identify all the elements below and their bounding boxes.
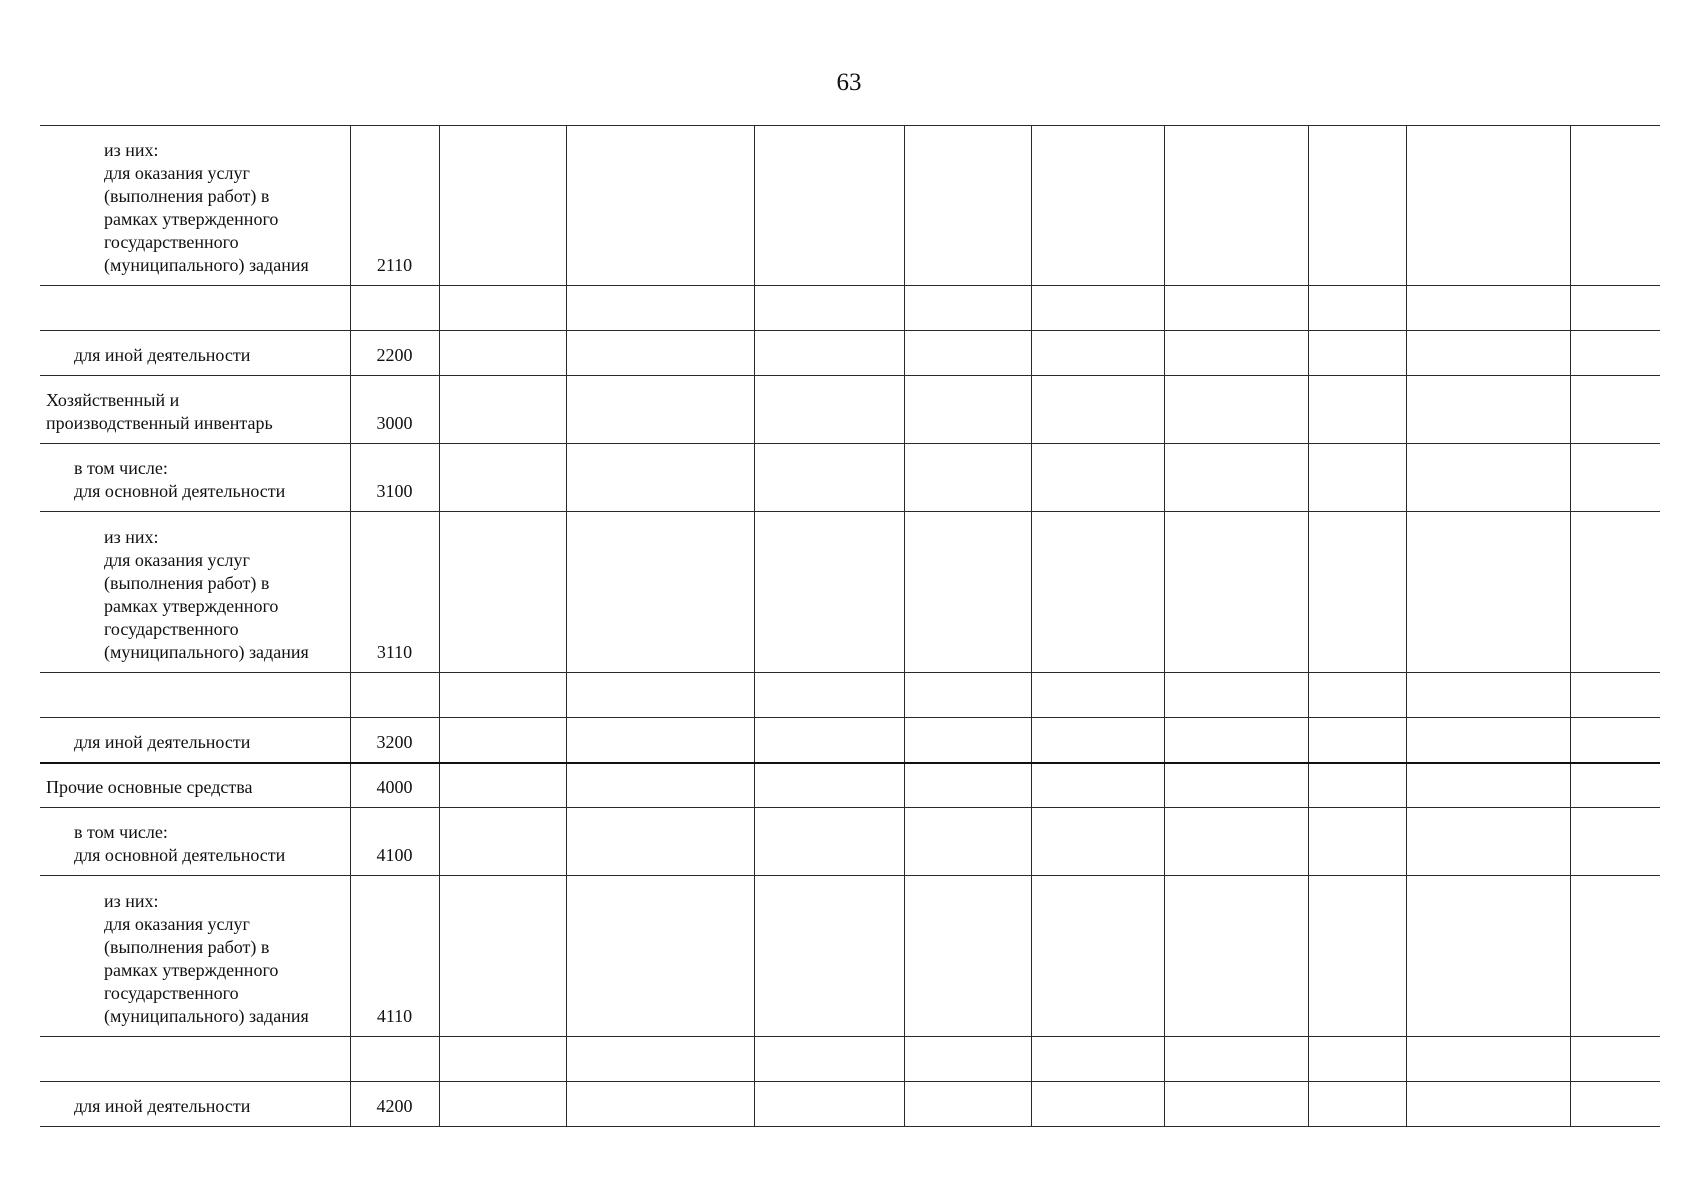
table-row <box>40 286 1660 331</box>
row-label-line: (муниципального) задания <box>104 1006 309 1026</box>
value-cell <box>1308 1082 1406 1127</box>
value-cell <box>566 718 754 763</box>
value-cell <box>439 512 566 673</box>
value-cell <box>439 876 566 1037</box>
value-cell <box>439 286 566 331</box>
value-cell <box>754 444 904 512</box>
value-cell <box>566 331 754 376</box>
value-cell <box>754 808 904 876</box>
value-cell <box>1406 1082 1570 1127</box>
value-cell <box>1308 376 1406 444</box>
value-cell <box>1164 1082 1308 1127</box>
value-cell <box>1406 512 1570 673</box>
value-cell <box>1164 331 1308 376</box>
value-cell <box>904 808 1031 876</box>
value-cell <box>439 376 566 444</box>
row-label-cell <box>40 126 350 286</box>
value-cell <box>1308 718 1406 763</box>
value-cell <box>754 286 904 331</box>
row-code-cell <box>350 1037 439 1082</box>
value-cell <box>566 512 754 673</box>
row-label-line: (выполнения работ) в <box>104 186 270 206</box>
value-cell <box>439 1082 566 1127</box>
value-cell <box>1308 673 1406 718</box>
value-cell <box>1031 763 1164 808</box>
row-label-cell <box>40 1037 350 1082</box>
row-label-line: Прочие основные средства <box>46 777 253 797</box>
table-row <box>40 331 1660 376</box>
value-cell <box>754 512 904 673</box>
value-cell <box>1031 673 1164 718</box>
value-cell <box>754 673 904 718</box>
value-cell <box>1308 1037 1406 1082</box>
table-row <box>40 376 1660 444</box>
value-cell <box>904 876 1031 1037</box>
table-row <box>40 126 1660 286</box>
value-cell <box>1031 376 1164 444</box>
value-cell <box>1308 512 1406 673</box>
value-cell <box>904 126 1031 286</box>
value-cell <box>754 126 904 286</box>
value-cell <box>566 444 754 512</box>
row-code-cell: 3100 <box>350 444 439 512</box>
row-label-line: (выполнения работ) в <box>104 573 270 593</box>
value-cell <box>1031 444 1164 512</box>
value-cell <box>1164 1037 1308 1082</box>
table-row <box>40 444 1660 512</box>
row-code-cell: 3200 <box>350 718 439 763</box>
value-cell <box>754 331 904 376</box>
row-label-line: для оказания услуг <box>104 163 250 183</box>
value-cell <box>1406 718 1570 763</box>
row-label-line: для иной деятельности <box>74 731 251 752</box>
value-cell <box>1308 444 1406 512</box>
value-cell <box>1164 808 1308 876</box>
value-cell <box>904 331 1031 376</box>
value-cell <box>1164 512 1308 673</box>
row-label-line: (выполнения работ) в <box>104 937 270 957</box>
value-cell <box>439 444 566 512</box>
row-code-cell: 3110 <box>350 512 439 673</box>
row-code-cell: 4110 <box>350 876 439 1037</box>
value-cell <box>1570 444 1660 512</box>
row-label-cell <box>40 718 350 763</box>
row-label-line: для оказания услуг <box>104 550 250 570</box>
value-cell <box>1308 876 1406 1037</box>
row-label-line: рамках утвержденного <box>104 596 279 616</box>
table-row <box>40 808 1660 876</box>
row-label-line: из них: <box>104 527 159 547</box>
row-label-line: для иной деятельности <box>74 345 251 365</box>
value-cell <box>1308 331 1406 376</box>
value-cell <box>1164 876 1308 1037</box>
value-cell <box>1031 808 1164 876</box>
row-code-cell: 2200 <box>350 331 439 376</box>
value-cell <box>1164 376 1308 444</box>
value-cell <box>1308 808 1406 876</box>
value-cell <box>904 718 1031 763</box>
row-label-line: из них: <box>104 140 159 160</box>
table-row <box>40 673 1660 718</box>
row-code-cell <box>350 286 439 331</box>
value-cell <box>904 1082 1031 1127</box>
value-cell <box>566 1037 754 1082</box>
row-label-cell <box>40 286 350 331</box>
value-cell <box>1406 376 1570 444</box>
table-row <box>40 718 1660 763</box>
page-number: 63 <box>836 69 862 96</box>
value-cell <box>1308 763 1406 808</box>
table-row <box>40 512 1660 673</box>
row-label-line: (муниципального) задания <box>104 642 309 662</box>
value-cell <box>1308 286 1406 331</box>
row-label-cell <box>40 1082 350 1127</box>
row-label-line: в том числе: <box>74 458 168 478</box>
value-cell <box>754 376 904 444</box>
value-cell <box>904 286 1031 331</box>
value-cell <box>566 763 754 808</box>
value-cell <box>566 876 754 1037</box>
row-label-line: для оказания услуг <box>104 914 250 934</box>
value-cell <box>754 1082 904 1127</box>
value-cell <box>1406 286 1570 331</box>
value-cell <box>566 808 754 876</box>
value-cell <box>1164 718 1308 763</box>
row-code-cell: 2110 <box>350 126 439 286</box>
row-code-cell: 4100 <box>350 808 439 876</box>
value-cell <box>1031 512 1164 673</box>
table-row <box>40 763 1660 808</box>
value-cell <box>439 1037 566 1082</box>
value-cell <box>566 286 754 331</box>
value-cell <box>1570 763 1660 808</box>
row-label-line: производственный инвентарь <box>46 413 273 433</box>
value-cell <box>904 444 1031 512</box>
value-cell <box>904 673 1031 718</box>
row-label-cell <box>40 376 350 444</box>
value-cell <box>439 331 566 376</box>
row-label-line: для иной деятельности <box>74 1096 251 1116</box>
value-cell <box>1164 444 1308 512</box>
value-cell <box>566 1082 754 1127</box>
value-cell <box>439 673 566 718</box>
row-label-cell <box>40 808 350 876</box>
row-label-line: для основной деятельности <box>74 481 286 501</box>
value-cell <box>1570 1082 1660 1127</box>
value-cell <box>1031 286 1164 331</box>
value-cell <box>566 673 754 718</box>
value-cell <box>1570 376 1660 444</box>
value-cell <box>1570 286 1660 331</box>
value-cell <box>1570 876 1660 1037</box>
table-body <box>40 126 1660 1127</box>
row-label-cell <box>40 444 350 512</box>
value-cell <box>1406 808 1570 876</box>
value-cell <box>1406 331 1570 376</box>
row-code-cell: 3000 <box>350 376 439 444</box>
row-label-line: государственного <box>104 983 239 1003</box>
value-cell <box>439 808 566 876</box>
value-cell <box>1031 126 1164 286</box>
value-cell <box>904 376 1031 444</box>
value-cell <box>566 126 754 286</box>
value-cell <box>1164 286 1308 331</box>
table-row <box>40 1082 1660 1127</box>
value-cell <box>439 126 566 286</box>
value-cell <box>1308 126 1406 286</box>
row-label-line: рамках утвержденного <box>104 209 279 229</box>
row-label-cell <box>40 673 350 718</box>
row-label-line: Хозяйственный и <box>46 390 180 410</box>
value-cell <box>1031 331 1164 376</box>
row-label-line: в том числе: <box>74 822 168 842</box>
row-code-cell <box>350 673 439 718</box>
row-label-line: рамках утвержденного <box>104 960 279 980</box>
row-label-line: для основной деятельности <box>74 845 286 865</box>
value-cell <box>1406 444 1570 512</box>
value-cell <box>904 763 1031 808</box>
value-cell <box>1031 1082 1164 1127</box>
value-cell <box>566 376 754 444</box>
value-cell <box>1570 1037 1660 1082</box>
value-cell <box>754 1037 904 1082</box>
value-cell <box>439 763 566 808</box>
value-cell <box>1570 126 1660 286</box>
value-cell <box>1164 126 1308 286</box>
row-code-cell: 4200 <box>350 1082 439 1127</box>
row-label-cell <box>40 763 350 808</box>
row-label-cell <box>40 512 350 673</box>
value-cell <box>754 718 904 763</box>
value-cell <box>1570 808 1660 876</box>
value-cell <box>1570 512 1660 673</box>
report-table <box>40 125 1660 1127</box>
value-cell <box>1570 718 1660 763</box>
value-cell <box>1570 331 1660 376</box>
value-cell <box>1031 1037 1164 1082</box>
value-cell <box>439 718 566 763</box>
row-label-line: из них: <box>104 891 159 911</box>
value-cell <box>1164 763 1308 808</box>
row-label-cell <box>40 331 350 376</box>
value-cell <box>754 876 904 1037</box>
value-cell <box>754 763 904 808</box>
value-cell <box>904 1037 1031 1082</box>
value-cell <box>1406 1037 1570 1082</box>
row-label-cell <box>40 876 350 1037</box>
value-cell <box>1406 126 1570 286</box>
row-label-line: (муниципального) задания <box>104 255 309 275</box>
value-cell <box>1406 673 1570 718</box>
value-cell <box>1406 763 1570 808</box>
table-row <box>40 876 1660 1037</box>
value-cell <box>1406 876 1570 1037</box>
value-cell <box>1031 876 1164 1037</box>
value-cell <box>904 512 1031 673</box>
table-row <box>40 1037 1660 1082</box>
value-cell <box>1570 673 1660 718</box>
row-label-line: государственного <box>104 232 239 252</box>
value-cell <box>1164 673 1308 718</box>
row-code-cell: 4000 <box>350 763 439 808</box>
row-label-line: государственного <box>104 619 239 639</box>
value-cell <box>1031 718 1164 763</box>
